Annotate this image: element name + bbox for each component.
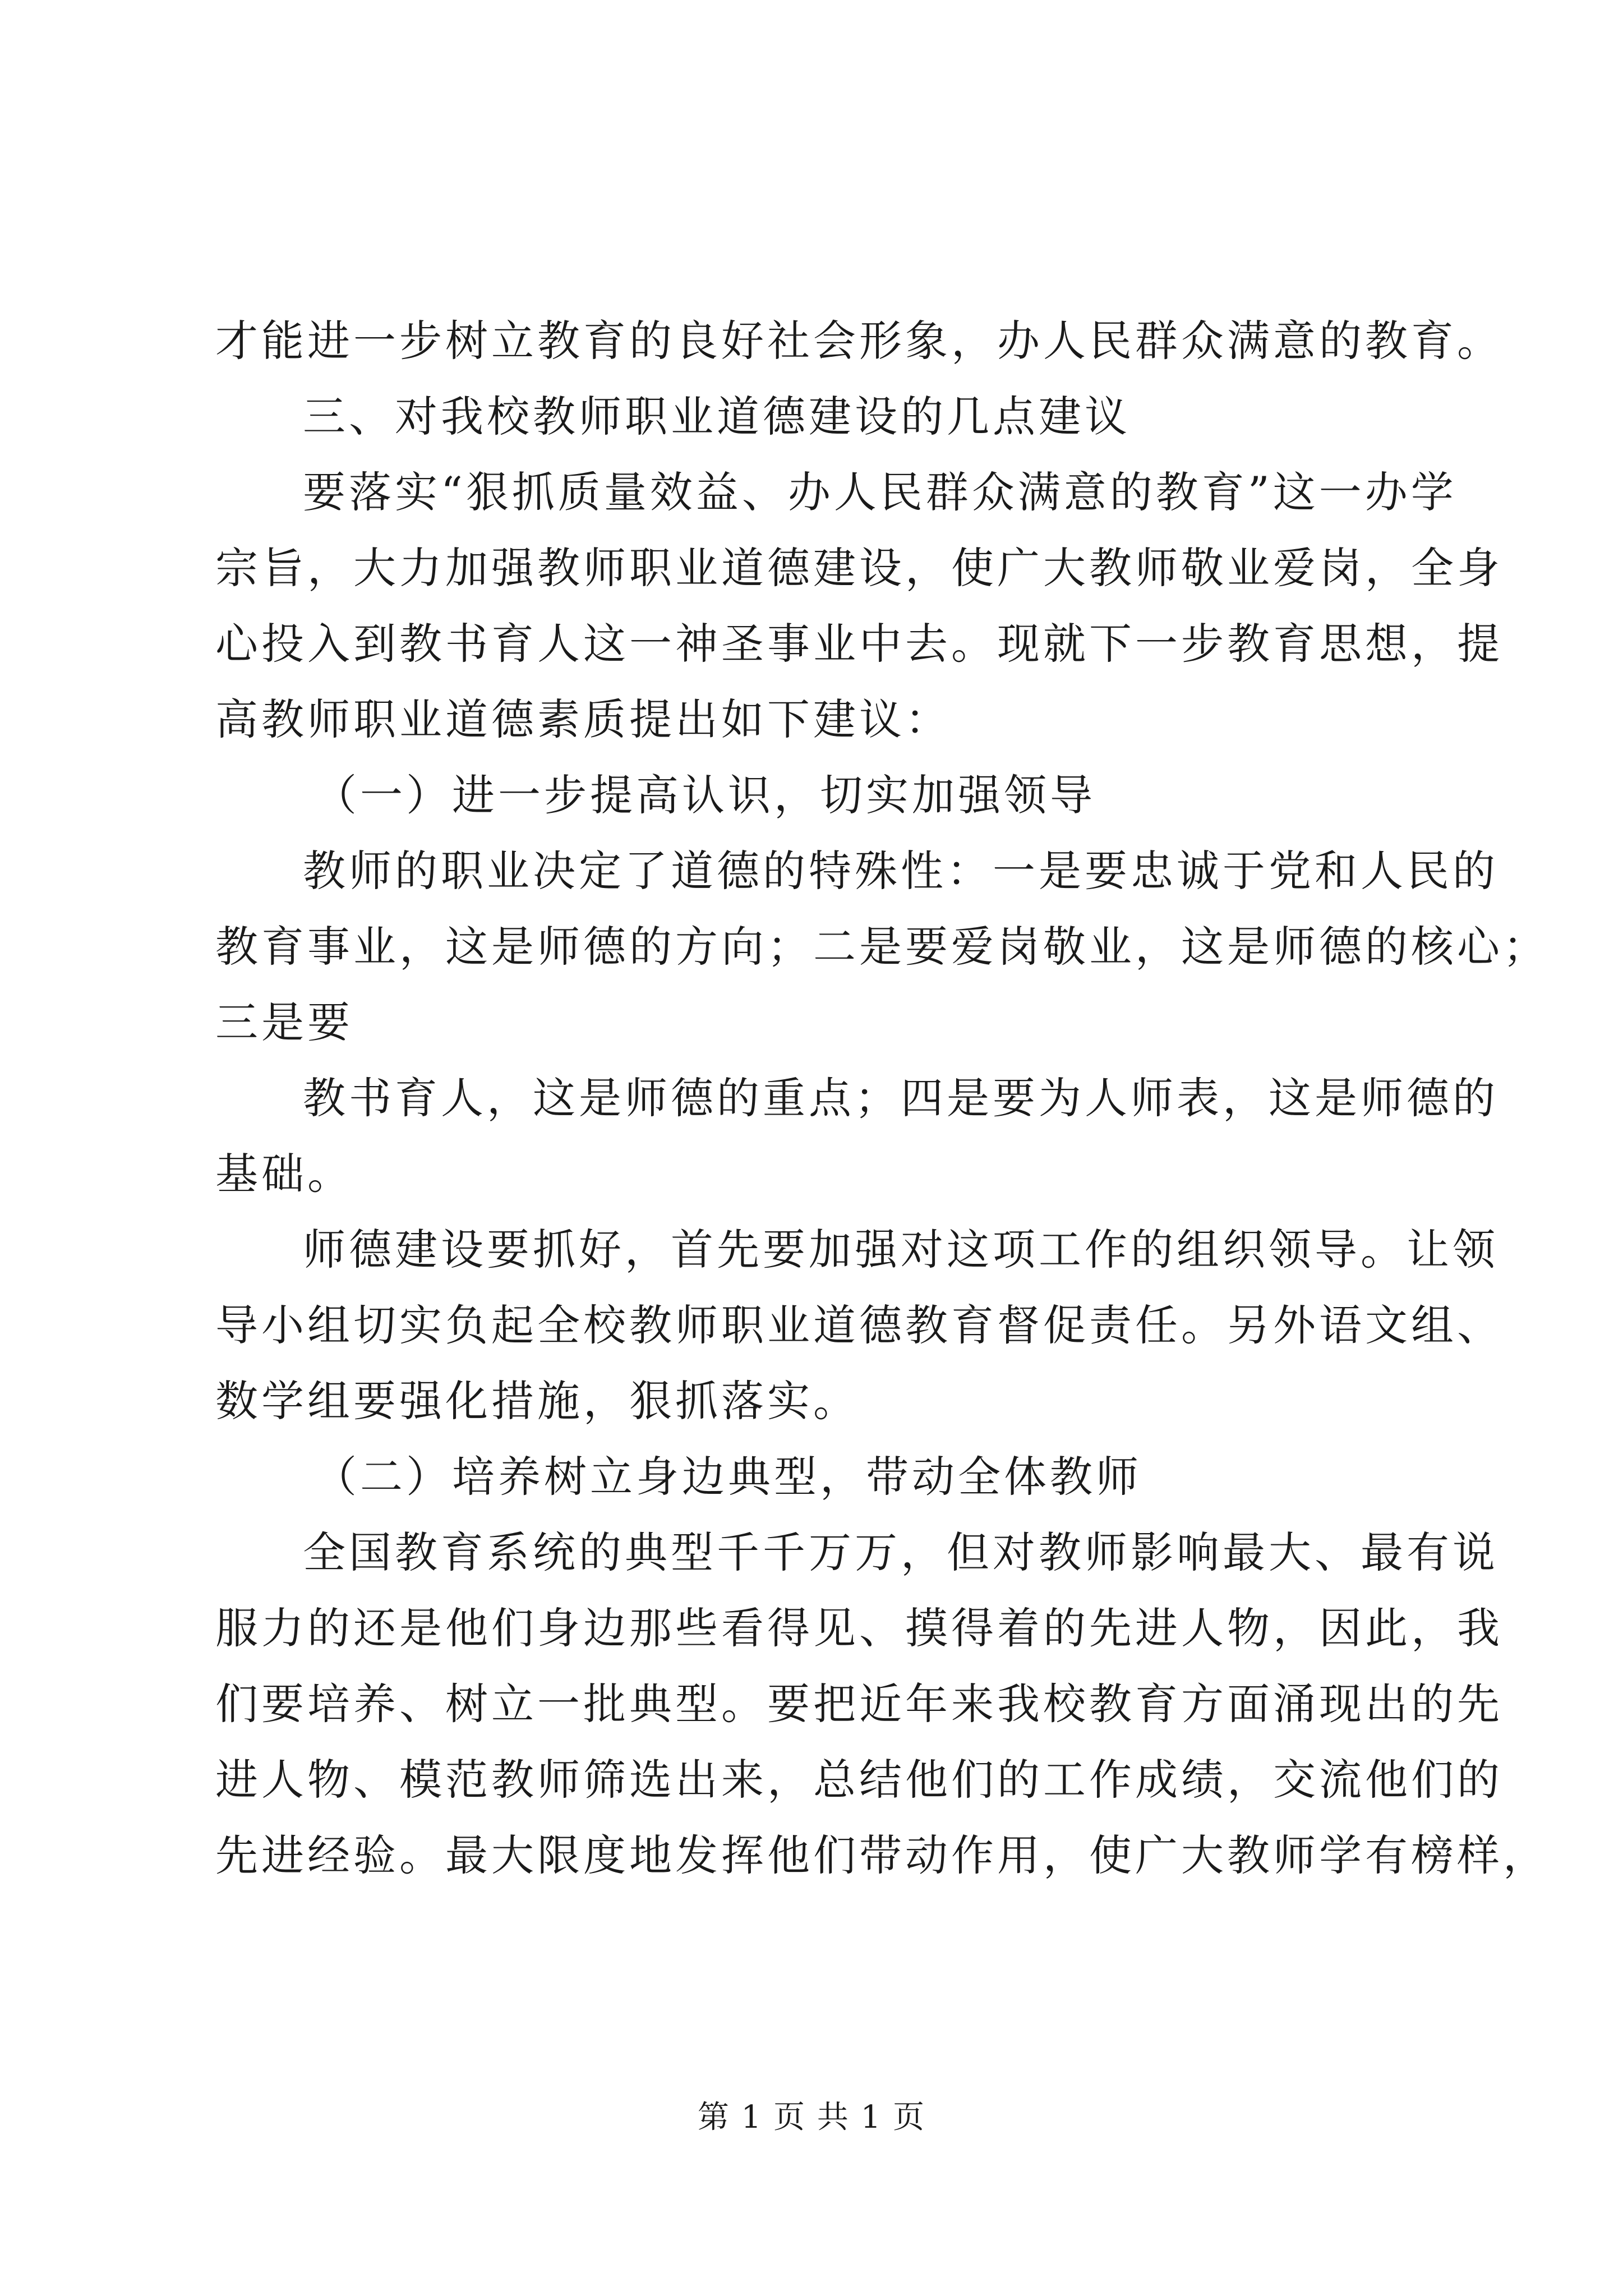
- body-line: 师德建设要抓好，首先要加强对这项工作的组织领导。让领: [303, 1225, 1498, 1274]
- section-heading: 三、对我校教师职业道德建设的几点建议: [303, 392, 1131, 441]
- page-footer: 第 1 页 共 1 页: [697, 2099, 926, 2136]
- body-line: 先进经验。最大限度地发挥他们带动作用，使广大教师学有榜样，: [215, 1830, 1549, 1880]
- body-line: 三是要: [215, 997, 353, 1047]
- body-line: 服力的还是他们身边那些看得见、摸得着的先进人物，因此，我: [215, 1603, 1503, 1653]
- body-line: 才能进一步树立教育的良好社会形象，办人民群众满意的教育。: [215, 316, 1503, 366]
- body-line: 数学组要强化措施，狠抓落实。: [215, 1376, 859, 1426]
- body-line: 高教师职业道德素质提出如下建议：: [215, 694, 951, 744]
- body-line: 进人物、模范教师筛选出来，总结他们的工作成绩，交流他们的: [215, 1755, 1503, 1805]
- body-line: 教师的职业决定了道德的特殊性：一是要忠诚于党和人民的: [303, 846, 1498, 896]
- body-line: 教育事业，这是师德的方向；二是要爱岗敬业，这是师德的核心；: [215, 922, 1549, 972]
- body-line: 宗旨，大力加强教师职业道德建设，使广大教师敬业爱岗，全身: [215, 543, 1503, 593]
- body-line: 基础。: [215, 1149, 353, 1199]
- body-line: 教书育人，这是师德的重点；四是要为人师表，这是师德的: [303, 1073, 1498, 1123]
- body-line: 导小组切实负起全校教师职业道德教育督促责任。另外语文组、: [215, 1300, 1503, 1350]
- body-line: 要落实“狠抓质量效益、办人民群众满意的教育”这一办学: [303, 467, 1457, 517]
- subsection-heading: （一）进一步提高认识，切实加强领导: [314, 770, 1096, 820]
- body-line: 全国教育系统的典型千千万万，但对教师影响最大、最有说: [303, 1527, 1498, 1577]
- body-line: 心投入到教书育人这一神圣事业中去。现就下一步教育思想，提: [215, 619, 1503, 669]
- body-line: 们要培养、树立一批典型。要把近年来我校教育方面涌现出的先: [215, 1679, 1503, 1729]
- subsection-heading: （二）培养树立身边典型，带动全体教师: [314, 1452, 1142, 1502]
